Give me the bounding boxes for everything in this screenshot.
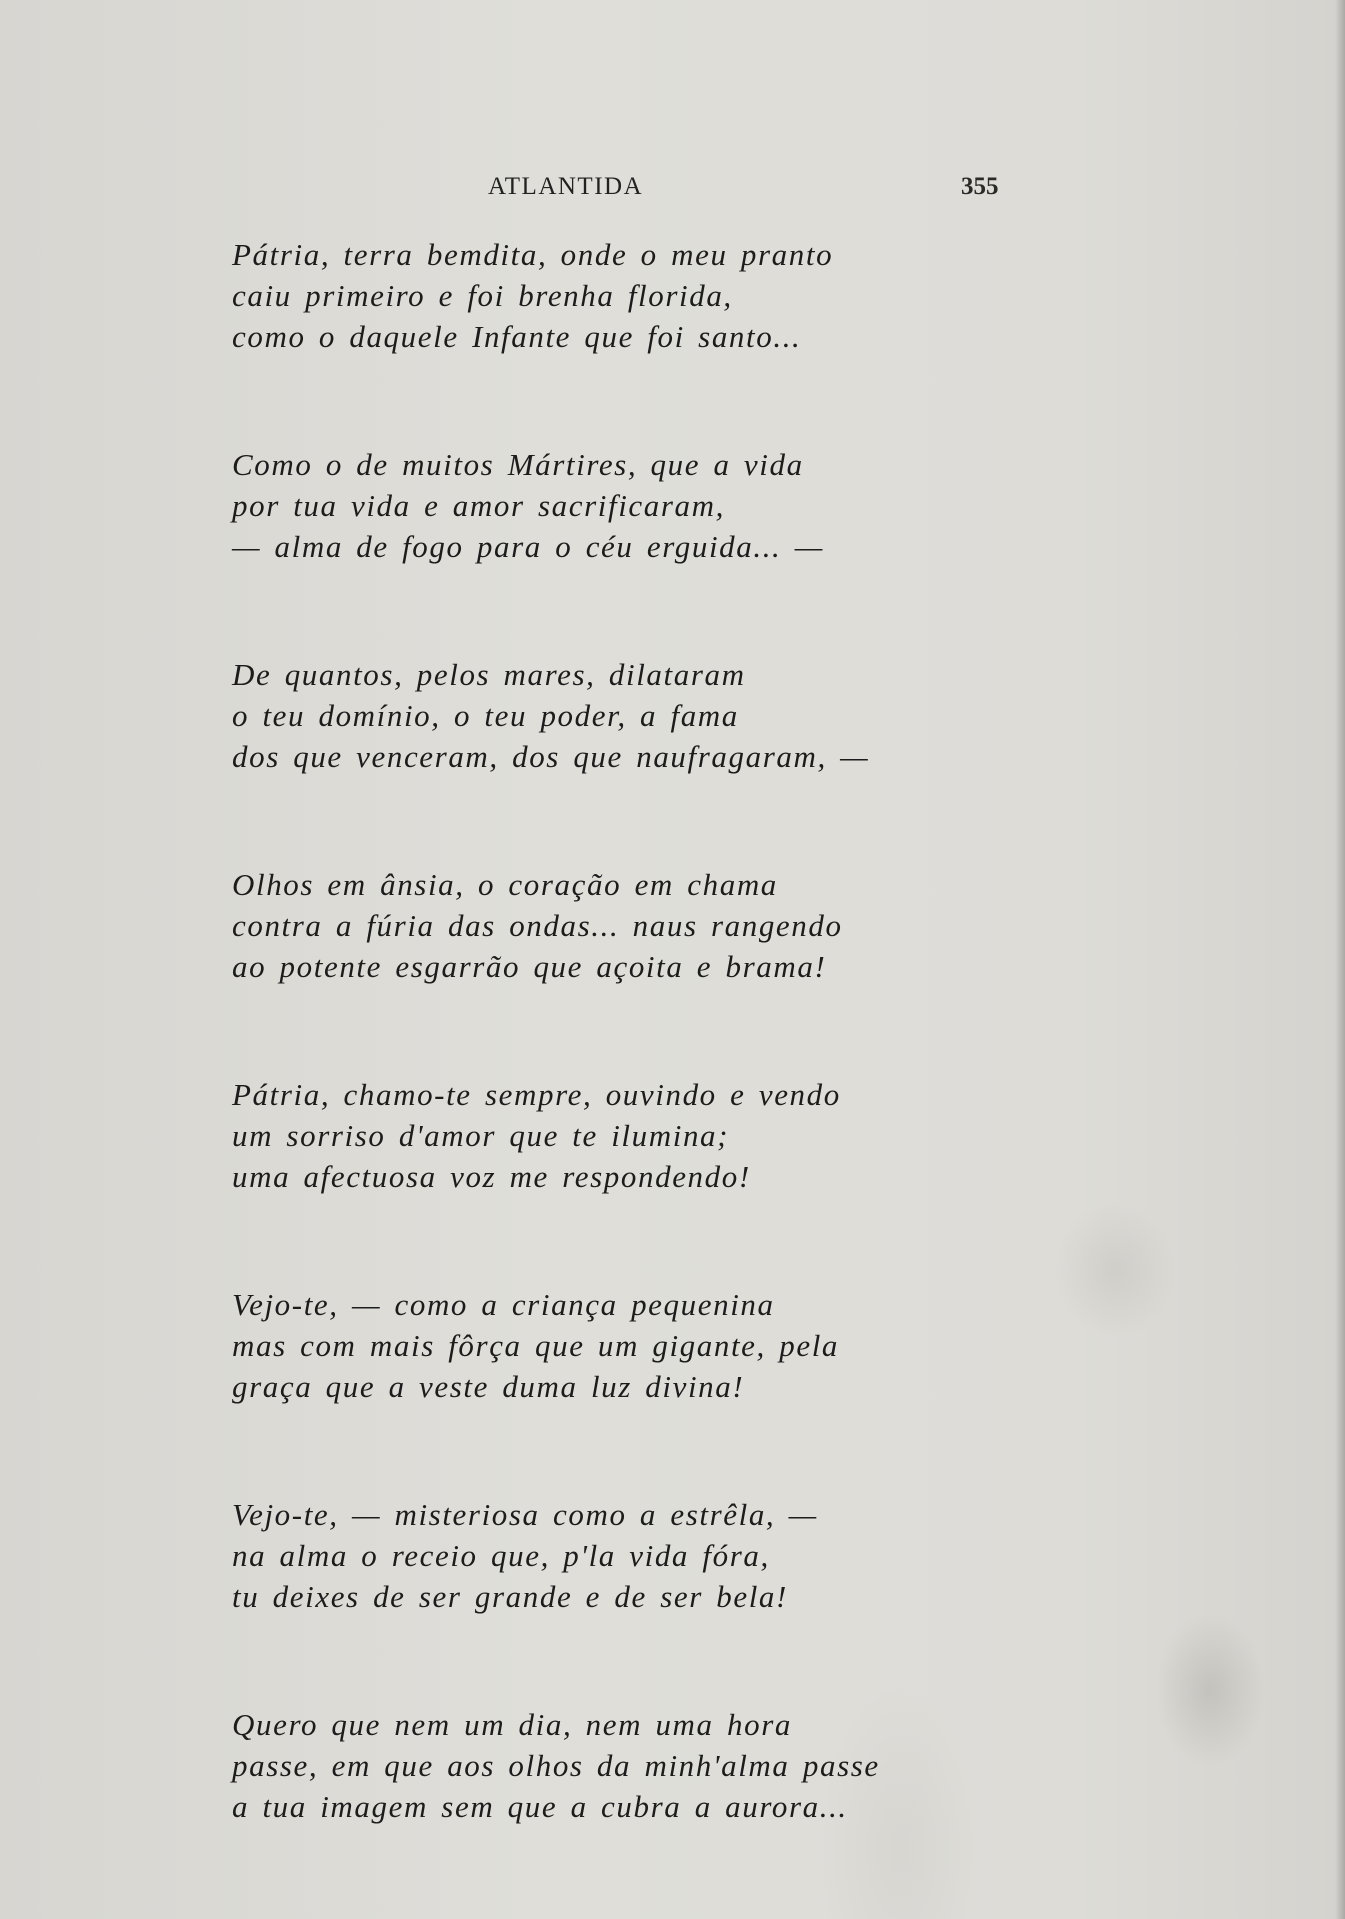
- poem: [232, 234, 1132, 1914]
- verse-line: como o daquele Infante que foi santo...: [232, 319, 802, 354]
- verse-line: dos que venceram, dos que naufragaram, —: [232, 739, 870, 774]
- verse-line: por tua vida e amor sacrificaram,: [232, 488, 725, 523]
- page-header: [0, 173, 1345, 213]
- verse-line: Pátria, terra bemdita, onde o meu pranto: [232, 237, 834, 272]
- stanza-7: [232, 1494, 1132, 1617]
- stanza-3: [232, 654, 1132, 777]
- page-number: 355: [961, 173, 999, 200]
- verse-line: contra a fúria das ondas... naus rangendo: [232, 908, 843, 943]
- stanza-8: [232, 1704, 1132, 1827]
- verse-line: ao potente esgarrão que açoita e brama!: [232, 949, 827, 984]
- verse-line: graça que a veste duma luz divina!: [232, 1369, 745, 1404]
- running-title: ATLANTIDA: [488, 173, 644, 200]
- verse-line: De quantos, pelos mares, dilataram: [232, 657, 746, 692]
- verse-line: na alma o receio que, p'la vida fóra,: [232, 1538, 770, 1573]
- verse-line: a tua imagem sem que a cubra a aurora...: [232, 1789, 848, 1824]
- verse-line: passe, em que aos olhos da minh'alma passe: [232, 1748, 880, 1783]
- verse-line: Quero que nem um dia, nem uma hora: [232, 1707, 792, 1742]
- verse-line: Vejo-te, — como a criança pequenina: [232, 1287, 775, 1322]
- verse-line: Pátria, chamo-te sempre, ouvindo e vendo: [232, 1077, 841, 1112]
- verse-line: um sorriso d'amor que te ilumina;: [232, 1118, 730, 1153]
- stanza-1: [232, 234, 1132, 357]
- verse-line: Olhos em ânsia, o coração em chama: [232, 867, 778, 902]
- stanza-6: [232, 1284, 1132, 1407]
- verse-line: — alma de fogo para o céu erguida... —: [232, 529, 824, 564]
- stanza-5: [232, 1074, 1132, 1197]
- page-edge-shadow: [1335, 0, 1345, 1919]
- verse-line: mas com mais fôrça que um gigante, pela: [232, 1328, 840, 1363]
- stanza-4: [232, 864, 1132, 987]
- verse-line: tu deixes de ser grande e de ser bela!: [232, 1579, 788, 1614]
- verse-line: Como o de muitos Mártires, que a vida: [232, 447, 804, 482]
- verse-line: uma afectuosa voz me respondendo!: [232, 1159, 751, 1194]
- stanza-2: [232, 444, 1132, 567]
- verse-line: Vejo-te, — misteriosa como a estrêla, —: [232, 1497, 818, 1532]
- verse-line: caiu primeiro e foi brenha florida,: [232, 278, 733, 313]
- verse-line: o teu domínio, o teu poder, a fama: [232, 698, 739, 733]
